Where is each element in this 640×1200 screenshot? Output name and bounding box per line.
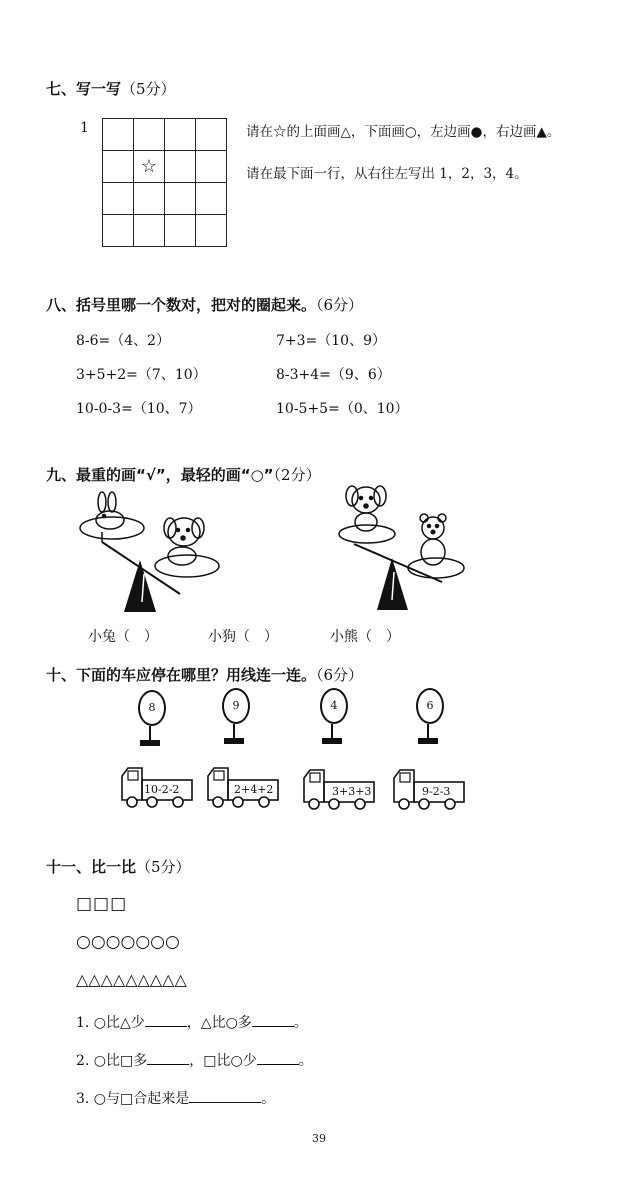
section-7-heading: 七、写一写（5分） <box>46 80 176 98</box>
section-10-heading: 十、下面的车应停在哪里？用线连一连。（6分） <box>46 666 364 684</box>
equation[interactable]: 8-3+4=（9、6） <box>276 367 391 383</box>
squares-row: □□□ <box>76 894 128 914</box>
question-1: 1. ○比△少 ，△比○多 。 <box>76 1015 308 1031</box>
equation[interactable]: 3+5+2=（7、10） <box>76 367 207 383</box>
question-2: 2. ○比□多 ，□比○少 。 <box>76 1053 313 1069</box>
bear-icon <box>408 514 464 578</box>
parking-sign[interactable]: 9 <box>222 688 250 744</box>
truck-label: 9-2-3 <box>422 785 451 798</box>
truck-label: 3+3+3 <box>332 785 372 798</box>
truck-label: 2+4+2 <box>234 783 274 796</box>
instruction-line-2: 请在最下面一行，从右往左写出 1，2，3，4。 <box>246 166 528 182</box>
truck[interactable] <box>302 764 378 810</box>
answer-blank[interactable] <box>257 1052 299 1065</box>
section-9-heading: 九、最重的画“√”，最轻的画“○”（2分） <box>46 466 321 484</box>
truck[interactable] <box>392 764 468 810</box>
label-dog[interactable]: 小狗（ ） <box>208 629 278 645</box>
equation[interactable]: 10-5+5=（0、10） <box>276 401 409 417</box>
parking-sign[interactable]: 4 <box>320 688 348 744</box>
label-bear[interactable]: 小熊（ ） <box>330 629 400 645</box>
seesaw-rabbit-dog <box>72 490 242 615</box>
answer-blank[interactable] <box>189 1090 261 1103</box>
triangles-row: △△△△△△△△△ <box>76 970 187 989</box>
label-rabbit[interactable]: 小兔（ ） <box>88 629 158 645</box>
equation[interactable]: 10-0-3=（10、7） <box>76 401 202 417</box>
answer-blank[interactable] <box>147 1052 189 1065</box>
grid-4x4[interactable] <box>102 118 227 247</box>
parking-sign[interactable]: 8 <box>138 690 166 746</box>
item-number: 1 <box>80 120 89 136</box>
seesaw-dog-bear <box>332 480 482 615</box>
circles-row: ○○○○○○○ <box>76 932 180 952</box>
dog-icon <box>339 486 395 543</box>
truck[interactable] <box>206 762 282 808</box>
answer-blank[interactable] <box>252 1014 294 1027</box>
star-icon: ☆ <box>134 151 165 183</box>
section-8-heading: 八、括号里哪一个数对，把对的圈起来。（6分） <box>46 296 364 314</box>
answer-blank[interactable] <box>145 1014 187 1027</box>
rabbit-icon <box>80 492 144 539</box>
parking-sign[interactable]: 6 <box>416 688 444 744</box>
fulcrum <box>124 560 156 612</box>
page-number: 39 <box>312 1132 326 1145</box>
equation[interactable]: 7+3=（10、9） <box>276 333 386 349</box>
truck-label: 10-2-2 <box>144 783 180 796</box>
equation[interactable]: 8-6=（4、2） <box>76 333 171 349</box>
question-3: 3. ○与□合起来是 。 <box>76 1091 276 1107</box>
instruction-line-1: 请在☆的上面画△，下面画○，左边画●，右边画▲。 <box>246 124 561 140</box>
section-11-heading: 十一、比一比（5分） <box>46 858 191 876</box>
dog-icon <box>155 518 219 577</box>
truck[interactable] <box>120 762 196 808</box>
